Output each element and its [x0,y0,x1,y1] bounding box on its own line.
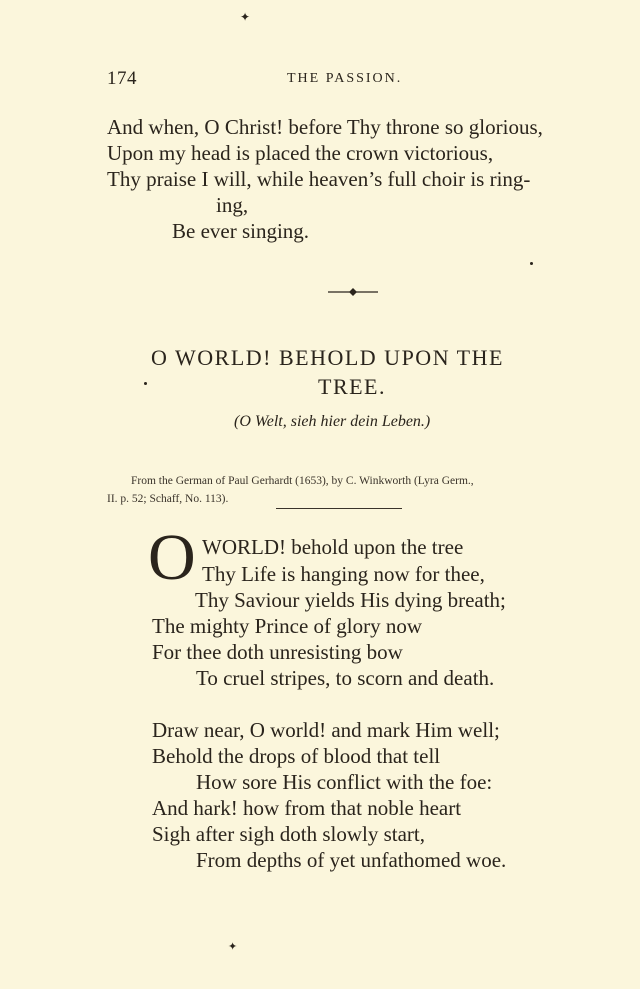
verse-line: Be ever singing. [172,219,310,243]
source-note-line2: II. p. 52; Schaff, No. 113). [107,493,229,505]
original-title: (O Welt, sieh hier dein Leben.) [234,413,431,430]
verse-line: ing, [216,193,249,217]
ornament-mark-top: ✦ [240,10,251,24]
verse-line: The mighty Prince of glory now [152,614,423,638]
verse-line: To cruel stripes, to scorn and death. [196,666,495,690]
ornament-mark-bottom: ✦ [228,941,238,953]
verse-line: Upon my head is placed the crown victorious, [107,141,494,165]
verse-line: Sigh after sigh doth slowly start, [152,822,425,846]
verse-line: WORLD! behold upon the tree [202,535,464,559]
speck [530,262,533,265]
verse-line: For thee doth unresisting bow [152,640,403,664]
verse-line: Behold the drops of blood that tell [152,744,441,768]
verse-line: Thy Life is hanging now for thee, [202,562,485,586]
source-underline-rule [276,508,402,509]
verse-line: Thy Saviour yields His dying breath; [195,588,506,612]
source-note-line1: From the German of Paul Gerhardt (1653), by C. Winkworth (Lyra Germ., [131,475,474,487]
hymn-title-line2: TREE. [318,374,386,399]
verse-line: From depths of yet unfathomed woe. [196,848,507,872]
drop-cap: O [148,521,196,594]
verse-line: Thy praise I will, while heaven’s full choir is ring- [107,167,531,191]
verse-line: And hark! how from that noble heart [152,796,462,820]
verse-line: And when, O Christ! before Thy throne so glorious, [107,115,543,139]
ornamental-divider [326,287,380,297]
verse-line: How sore His conflict with the foe: [196,770,493,794]
page-number: 174 [107,68,137,89]
speck [144,382,147,385]
running-title: THE PASSION. [287,71,403,86]
hymn-title-line1: O WORLD! BEHOLD UPON THE [151,345,504,370]
verse-line: Draw near, O world! and mark Him well; [152,718,500,742]
